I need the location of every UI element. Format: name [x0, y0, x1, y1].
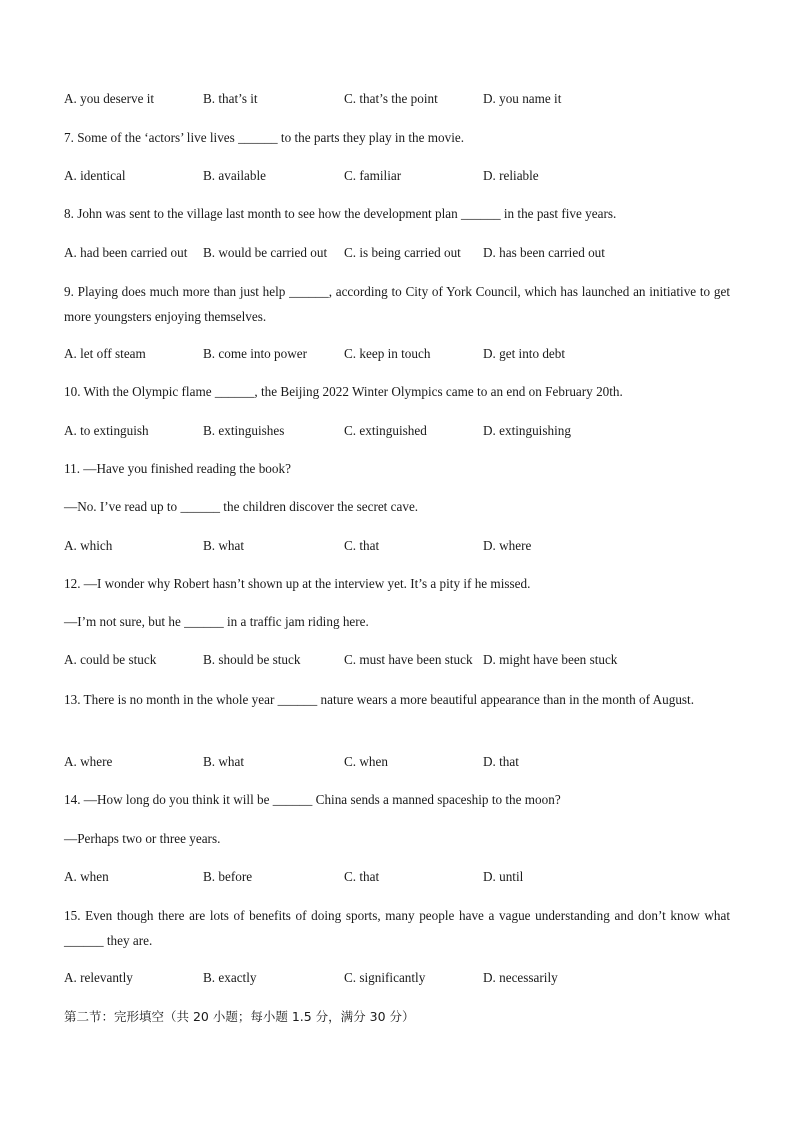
q11-response: —No. I’ve read up to ______ the children discover the secret cave. [64, 499, 419, 514]
q13-option-d[interactable]: D. that [483, 754, 519, 769]
q12-option-a[interactable]: A. could be stuck [64, 652, 157, 667]
q15-options [64, 969, 744, 987]
q12-stem: 12. —I wonder why Robert hasn’t shown up at the interview yet. It’s a pity if he missed. [64, 576, 531, 591]
q12-option-b[interactable]: B. should be stuck [203, 652, 301, 667]
q10-option-b[interactable]: B. extinguishes [203, 423, 285, 438]
q8-option-d[interactable]: D. has been carried out [483, 245, 605, 260]
q13-stem: 13. There is no month in the whole year ______ nature wears a more beautiful appearance than in the month of August. [64, 692, 695, 707]
q11-option-a[interactable]: A. which [64, 538, 113, 553]
q14-option-c[interactable]: C. that [344, 869, 380, 884]
q15-stem: 15. Even though there are lots of benefits of doing sports, many people have a vague understanding and don’t know what ______ they are. [64, 908, 730, 948]
q14-stem: 14. —How long do you think it will be ______ China sends a manned spaceship to the moon? [64, 792, 561, 807]
q6-option-d[interactable]: D. you name it [483, 91, 562, 106]
q11-option-b[interactable]: B. what [203, 538, 245, 553]
q14-option-d[interactable]: D. until [483, 869, 524, 884]
q6-option-b[interactable]: B. that’s it [203, 91, 258, 106]
q13-option-b[interactable]: B. what [203, 754, 245, 769]
q7-stem: 7. Some of the ‘actors’ live lives ______ to the parts they play in the movie. [64, 130, 465, 145]
q7-option-d[interactable]: D. reliable [483, 168, 539, 183]
q7-options [64, 167, 744, 185]
q9-option-b[interactable]: B. come into power [203, 346, 308, 361]
q14-option-a[interactable]: A. when [64, 869, 109, 884]
q14-option-b[interactable]: B. before [203, 869, 253, 884]
q12-option-d[interactable]: D. might have been stuck [483, 652, 618, 667]
q14-options [64, 868, 744, 886]
q13-options [64, 753, 744, 771]
section-2-heading: 第二节：完形填空（共 20 小题；每小题 1.5 分，满分 30 分） [64, 1009, 415, 1024]
q15-option-c[interactable]: C. significantly [344, 970, 426, 985]
q12-response: —I’m not sure, but he ______ in a traffic jam riding here. [64, 614, 369, 629]
q10-option-a[interactable]: A. to extinguish [64, 423, 149, 438]
q13-option-c[interactable]: C. when [344, 754, 388, 769]
q10-stem: 10. With the Olympic flame ______, the Beijing 2022 Winter Olympics came to an end on February 20th. [64, 384, 623, 399]
q6-option-c[interactable]: C. that’s the point [344, 91, 438, 106]
q15-option-d[interactable]: D. necessarily [483, 970, 558, 985]
q7-option-a[interactable]: A. identical [64, 168, 126, 183]
q6-options [64, 90, 744, 108]
q7-option-c[interactable]: C. familiar [344, 168, 402, 183]
q15-option-b[interactable]: B. exactly [203, 970, 257, 985]
q8-option-b[interactable]: B. would be carried out [203, 245, 328, 260]
q9-option-a[interactable]: A. let off steam [64, 346, 146, 361]
q12-option-c[interactable]: C. must have been stuck [344, 652, 473, 667]
q8-stem: 8. John was sent to the village last month to see how the development plan ______ in the past five years. [64, 206, 617, 221]
q11-option-d[interactable]: D. where [483, 538, 532, 553]
q8-option-a[interactable]: A. had been carried out [64, 245, 188, 260]
q9-option-c[interactable]: C. keep in touch [344, 346, 431, 361]
q9-options [64, 345, 744, 363]
q8-option-c[interactable]: C. is being carried out [344, 245, 461, 260]
q10-option-d[interactable]: D. extinguishing [483, 423, 571, 438]
q9-stem: 9. Playing does much more than just help ______, according to City of York Council, which has launched an initiative to get more youngsters enjoying themselves. [64, 284, 730, 324]
q6-option-a[interactable]: A. you deserve it [64, 91, 155, 106]
q10-options [64, 422, 744, 440]
q13-option-a[interactable]: A. where [64, 754, 113, 769]
q8-options [64, 244, 744, 262]
q11-stem: 11. —Have you finished reading the book? [64, 461, 291, 476]
q12-options [64, 651, 744, 669]
q7-option-b[interactable]: B. available [203, 168, 266, 183]
q11-options [64, 537, 744, 555]
q11-option-c[interactable]: C. that [344, 538, 380, 553]
q14-response: —Perhaps two or three years. [64, 831, 221, 846]
q15-option-a[interactable]: A. relevantly [64, 970, 133, 985]
q10-option-c[interactable]: C. extinguished [344, 423, 427, 438]
q9-option-d[interactable]: D. get into debt [483, 346, 566, 361]
